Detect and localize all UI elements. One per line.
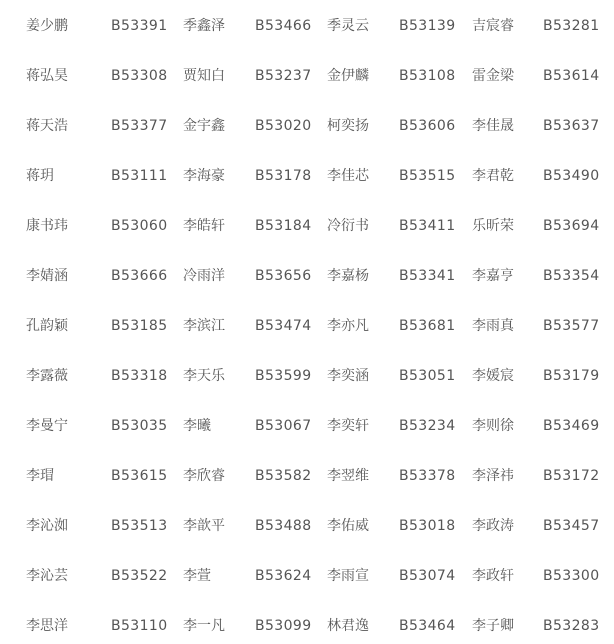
- student-id: B53457: [543, 518, 600, 534]
- roster-row: [0, 312, 614, 340]
- student-name: 李媛宸: [472, 368, 514, 384]
- student-id: B53099: [255, 618, 312, 634]
- student-id: B53308: [111, 68, 168, 84]
- student-name: 李雨宣: [327, 568, 369, 584]
- student-id: B53577: [543, 318, 600, 334]
- student-name: 李君乾: [472, 168, 514, 184]
- student-id: B53599: [255, 368, 312, 384]
- student-name: 李海豪: [183, 168, 225, 184]
- student-name: 李佳晟: [472, 118, 514, 134]
- student-id: B53341: [399, 268, 456, 284]
- student-id: B53318: [111, 368, 168, 384]
- student-id: B53237: [255, 68, 312, 84]
- student-name: 李嘉杨: [327, 268, 369, 284]
- student-id: B53694: [543, 218, 600, 234]
- student-name: 金伊麟: [327, 68, 369, 84]
- student-name: 李沁洳: [26, 518, 68, 534]
- student-name: 李佑威: [327, 518, 369, 534]
- student-name: 蒋弘昊: [26, 68, 68, 84]
- student-name: 李雨真: [472, 318, 514, 334]
- roster-row: [0, 162, 614, 190]
- student-id: B53184: [255, 218, 312, 234]
- student-id: B53513: [111, 518, 168, 534]
- student-name: 李则徐: [472, 418, 514, 434]
- student-id: B53185: [111, 318, 168, 334]
- student-id: B53377: [111, 118, 168, 134]
- student-id: B53139: [399, 18, 456, 34]
- student-id: B53469: [543, 418, 600, 434]
- student-id: B53488: [255, 518, 312, 534]
- roster-row: [0, 412, 614, 440]
- student-name: 孔韵颖: [26, 318, 68, 334]
- roster-row: [0, 512, 614, 540]
- student-name: 林君逸: [327, 618, 369, 634]
- student-id: B53464: [399, 618, 456, 634]
- student-id: B53051: [399, 368, 456, 384]
- student-name: 柯奕扬: [327, 118, 369, 134]
- student-name: 李佳芯: [327, 168, 369, 184]
- student-name: 蒋玥: [26, 168, 54, 184]
- student-name: 李天乐: [183, 368, 225, 384]
- student-name: 李泽祎: [472, 468, 514, 484]
- student-name: 雷金梁: [472, 68, 514, 84]
- student-id: B53020: [255, 118, 312, 134]
- student-id: B53582: [255, 468, 312, 484]
- student-name: 李露薇: [26, 368, 68, 384]
- student-id: B53411: [399, 218, 456, 234]
- student-id: B53035: [111, 418, 168, 434]
- student-id: B53067: [255, 418, 312, 434]
- student-name: 李曦: [183, 418, 211, 434]
- student-id: B53614: [543, 68, 600, 84]
- roster-row: [0, 462, 614, 490]
- student-id: B53490: [543, 168, 600, 184]
- student-id: B53624: [255, 568, 312, 584]
- roster-row: [0, 262, 614, 290]
- student-id: B53283: [543, 618, 600, 634]
- student-name: 李欣睿: [183, 468, 225, 484]
- student-name: 金宇鑫: [183, 118, 225, 134]
- student-name: 李瑁: [26, 468, 54, 484]
- student-id: B53515: [399, 168, 456, 184]
- student-name: 李萱: [183, 568, 211, 584]
- student-name: 李嘉亨: [472, 268, 514, 284]
- student-id: B53178: [255, 168, 312, 184]
- student-name: 李皓轩: [183, 218, 225, 234]
- student-id: B53522: [111, 568, 168, 584]
- student-id: B53615: [111, 468, 168, 484]
- student-id: B53466: [255, 18, 312, 34]
- student-id: B53018: [399, 518, 456, 534]
- student-name: 李婧涵: [26, 268, 68, 284]
- roster-row: [0, 12, 614, 40]
- student-id: B53281: [543, 18, 600, 34]
- student-id: B53074: [399, 568, 456, 584]
- student-name: 李奕轩: [327, 418, 369, 434]
- student-name: 李滨江: [183, 318, 225, 334]
- student-name: 季灵云: [327, 18, 369, 34]
- student-name: 李沁芸: [26, 568, 68, 584]
- student-name: 吉宸睿: [472, 18, 514, 34]
- student-name: 乐昕荣: [472, 218, 514, 234]
- student-id: B53111: [111, 168, 168, 184]
- student-name: 李子卿: [472, 618, 514, 634]
- student-id: B53110: [111, 618, 168, 634]
- student-id: B53391: [111, 18, 168, 34]
- student-name: 李曼宁: [26, 418, 68, 434]
- student-name: 李政轩: [472, 568, 514, 584]
- student-id: B53172: [543, 468, 600, 484]
- student-id: B53354: [543, 268, 600, 284]
- roster-row: [0, 62, 614, 90]
- student-name: 李一凡: [183, 618, 225, 634]
- student-id: B53378: [399, 468, 456, 484]
- student-name: 李政涛: [472, 518, 514, 534]
- student-name: 李思洋: [26, 618, 68, 634]
- student-id: B53234: [399, 418, 456, 434]
- student-name: 贾知白: [183, 68, 225, 84]
- student-name: 李翌维: [327, 468, 369, 484]
- student-name: 李亦凡: [327, 318, 369, 334]
- student-name: 蒋天浩: [26, 118, 68, 134]
- student-id: B53300: [543, 568, 600, 584]
- student-id: B53060: [111, 218, 168, 234]
- student-name: 李歆平: [183, 518, 225, 534]
- student-id: B53681: [399, 318, 456, 334]
- student-name: 康书玮: [26, 218, 68, 234]
- student-name: 季鑫泽: [183, 18, 225, 34]
- student-id: B53656: [255, 268, 312, 284]
- roster-row: [0, 112, 614, 140]
- student-id: B53108: [399, 68, 456, 84]
- roster-row: [0, 362, 614, 390]
- roster-row: [0, 212, 614, 240]
- student-name: 姜少鹏: [26, 18, 68, 34]
- roster-row: [0, 612, 614, 640]
- roster-row: [0, 562, 614, 590]
- student-name: 冷衍书: [327, 218, 369, 234]
- student-id: B53474: [255, 318, 312, 334]
- student-id: B53637: [543, 118, 600, 134]
- student-id: B53179: [543, 368, 600, 384]
- student-name: 冷雨洋: [183, 268, 225, 284]
- student-name: 李奕涵: [327, 368, 369, 384]
- student-id: B53666: [111, 268, 168, 284]
- student-id: B53606: [399, 118, 456, 134]
